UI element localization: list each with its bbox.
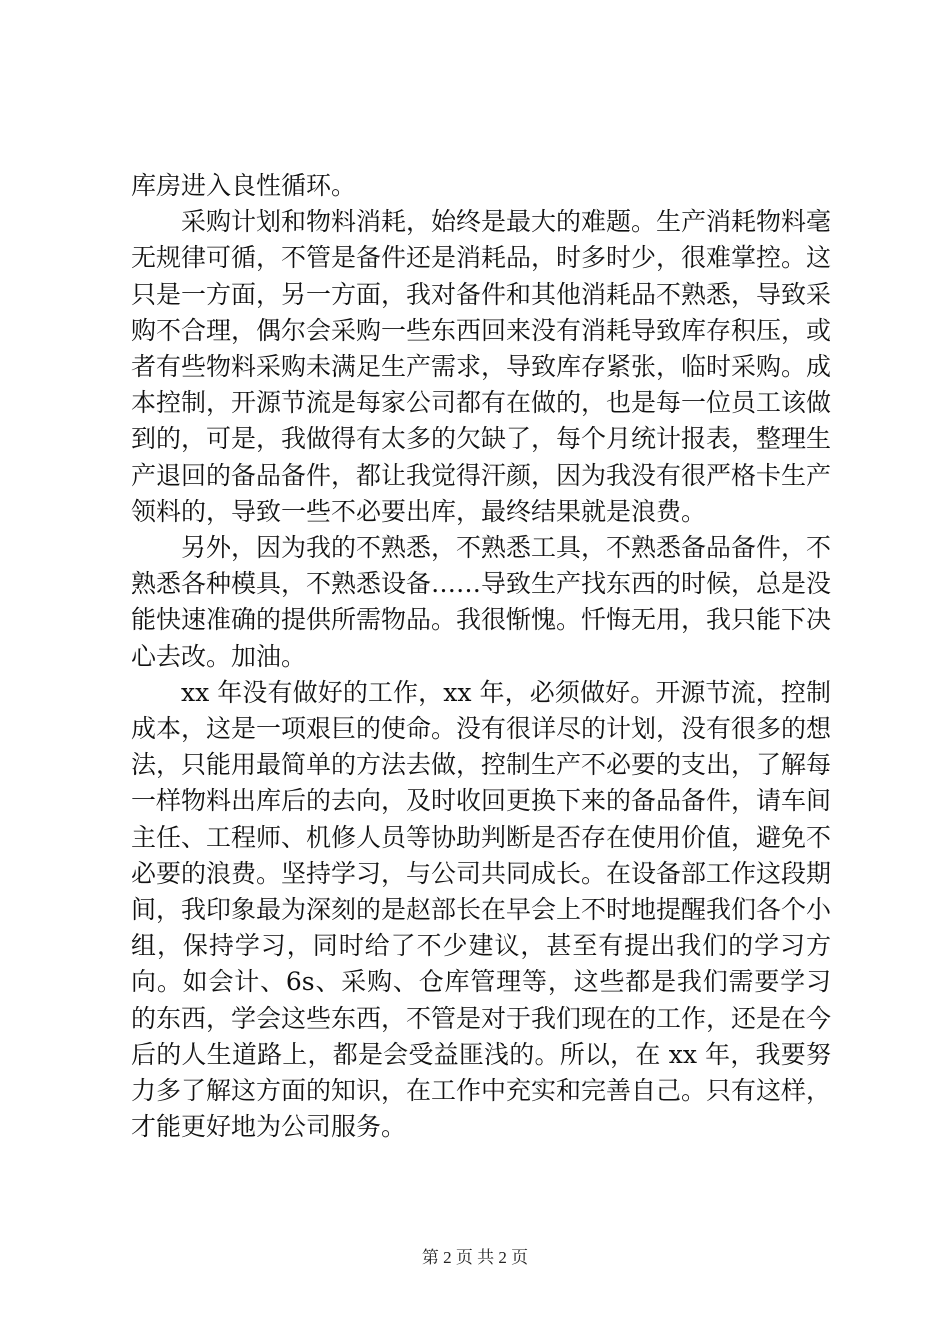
- document-body: [131, 168, 831, 1145]
- page-footer: 第 2 页 共 2 页: [421, 1248, 529, 1267]
- paragraph-3: 另外，因为我的不熟悉，不熟悉工具，不熟悉备品备件，不熟悉各种模具，不熟悉设备……导致生产找东西的时候，总是没能快速准确的提供所需物品。我很惭愧。忏悔无用，我只能下决心去改。加油。: [131, 533, 832, 671]
- paragraph-2: 采购计划和物料消耗，始终是最大的难题。生产消耗物料毫无规律可循，不管是备件还是消耗品，时多时少，很难掌控。这只是一方面，另一方面，我对备件和其他消耗品不熟悉，导致采购不合理，偶尔会采购一些东西回来没有消耗导致库存积压，或者有些物料采购未满足生产需求，导致库存紧张，临时采购。成本控制，开源节流是每家公司都有在做的，也是每一位员工该做到的，可是，我做得有太多的欠缺了，每个月统计报表，整理生产退回的备品备件，都让我觉得汗颜，因为我没有很严格卡生产领料的，导致一些不必要出库，最终结果就是浪费。: [131, 207, 832, 526]
- paragraph-1: 库房进入良性循环。: [131, 171, 357, 200]
- paragraph-4: xx 年没有做好的工作，xx 年，必须做好。开源节流，控制成本，这是一项艰巨的使命。没有很详尽的计划，没有很多的想法，只能用最简单的方法去做，控制生产不必要的支出，了解每一样物料出库后的去向，及时收回更换下来的备品备件，请车间主任、工程师、机修人员等协助判断是否存在使用价值，避免不必要的浪费。坚持学习，与公司共同成长。在设备部工作这段期间，我印象最为深刻的是赵部长在早会上不时地提醒我们各个小组，保持学习，同时给了不少建议，甚至有提出我们的学习方向。如会计、6s、采购、仓库管理等，这些都是我们需要学习的东西，学会这些东西，不管是对于我们现在的工作，还是在今后的人生道路上，都是会受益匪浅的。所以，在 xx 年，我要努力多了解这方面的知识，在工作中充实和完善自己。只有这样，才能更好地为公司服务。: [131, 677, 832, 1142]
